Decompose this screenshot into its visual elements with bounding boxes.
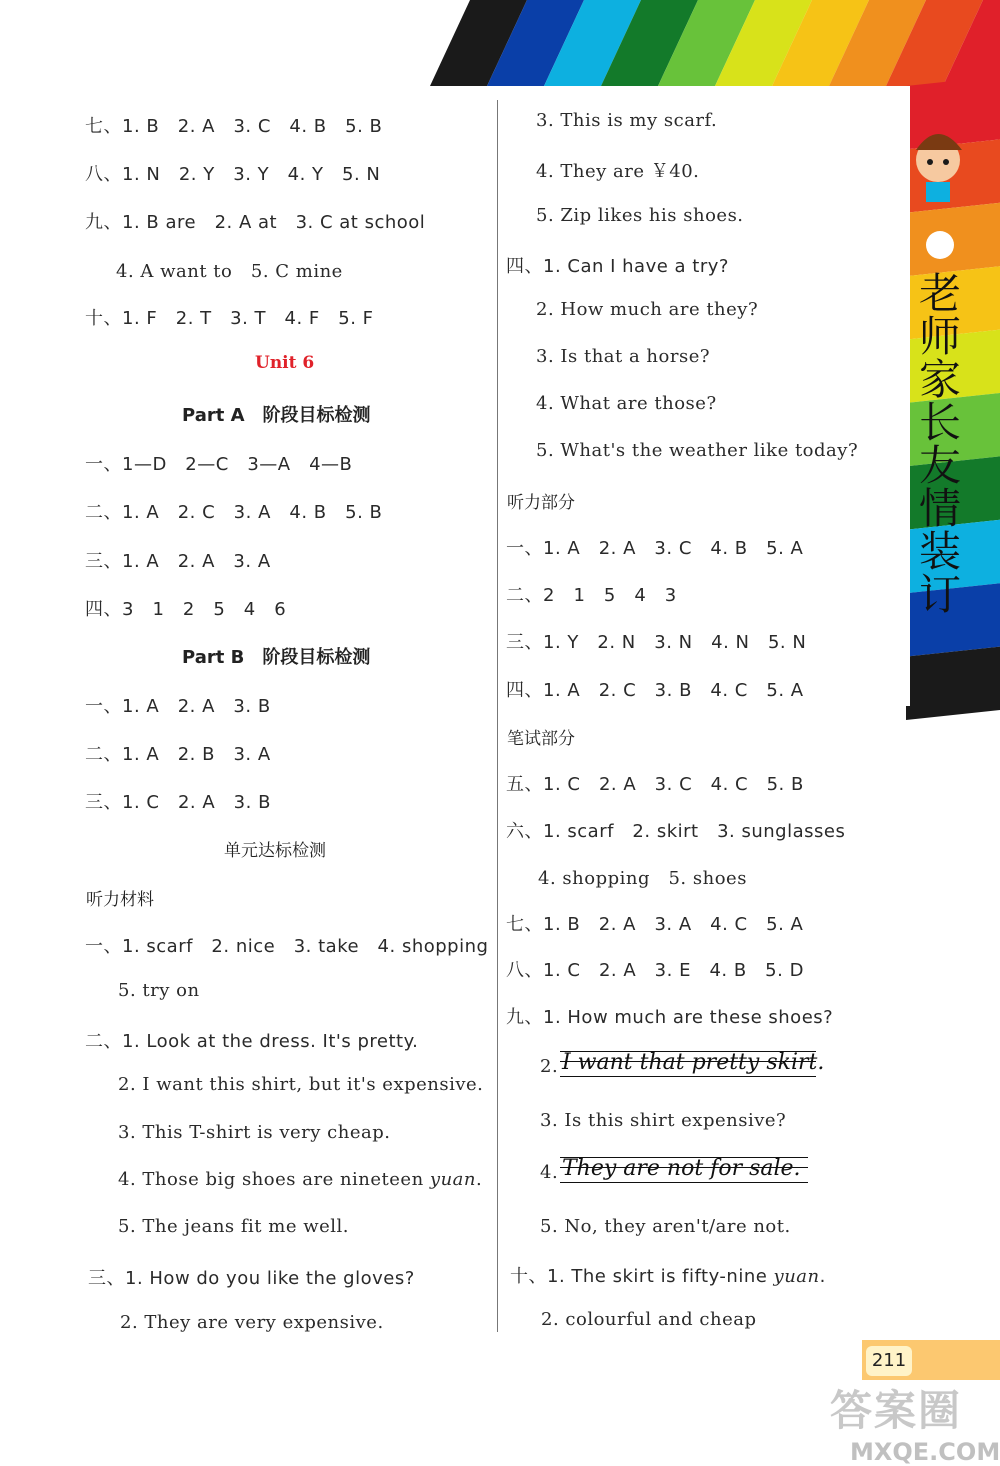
answer-line: 5. Zip likes his shoes. — [536, 205, 744, 226]
answer-line: 4. A want to 5. C mine — [116, 261, 343, 282]
handwritten-answer: They are not for sale. — [562, 1156, 801, 1181]
answer-line: 三、1. How do you like the gloves? — [88, 1268, 415, 1289]
answer-line: 五、1. C 2. A 3. C 4. C 5. B — [506, 774, 804, 795]
answer-line: 二、1. Look at the dress. It's pretty. — [85, 1031, 419, 1052]
answer-line: 二、1. A 2. B 3. A — [85, 744, 271, 765]
answer-line: 十、1. F 2. T 3. T 4. F 5. F — [85, 308, 374, 329]
answer-line: 4. They are ￥40. — [536, 161, 700, 182]
handwritten-answer: I want that pretty skirt. — [562, 1050, 825, 1075]
column-divider — [497, 100, 498, 1332]
answer-line: 三、1. C 2. A 3. B — [85, 792, 271, 813]
answer-line: 一、1. A 2. A 3. B — [85, 696, 271, 717]
answer-line: 四、3 1 2 5 4 6 — [85, 599, 287, 620]
answer-line: 十、1. The skirt is fifty-nine yuan. — [510, 1266, 826, 1287]
answer-line: 九、1. B are 2. A at 3. C at school — [85, 212, 426, 233]
answer-line: 5. What's the weather like today? — [536, 440, 859, 461]
answer-line: 5. The jeans fit me well. — [118, 1216, 349, 1237]
unit-heading: Unit 6 — [255, 353, 315, 373]
rainbow-stripe — [906, 203, 1000, 276]
page-number: 211 — [866, 1346, 912, 1376]
answer-line: 2. I want this shirt, but it's expensive. — [118, 1074, 484, 1095]
answer-line: 5. try on — [118, 980, 200, 1001]
part-a-heading: Part A 阶段目标检测 — [182, 405, 371, 426]
watermark-logo: 答案圈 MXQE.COM — [830, 1386, 1000, 1466]
answer-line: 一、1. A 2. A 3. C 4. B 5. A — [506, 538, 804, 559]
answer-line: 4. shopping 5. shoes — [538, 868, 747, 889]
answer-line: 3. Is that a horse? — [536, 346, 711, 367]
answer-line: 四、1. Can I have a try? — [506, 256, 729, 277]
answer-line: 二、1. A 2. C 3. A 4. B 5. B — [85, 502, 383, 523]
section-heading: 听力材料 — [86, 890, 154, 910]
answer-line: 四、1. A 2. C 3. B 4. C 5. A — [506, 680, 804, 701]
answer-line: 一、1—D 2—C 3—A 4—B — [85, 454, 353, 475]
answer-line: 三、1. Y 2. N 3. N 4. N 5. N — [506, 632, 807, 653]
answer-line: 六、1. scarf 2. skirt 3. sunglasses — [506, 821, 846, 842]
part-b-heading: Part B 阶段目标检测 — [182, 647, 371, 668]
answer-line: 一、1. scarf 2. nice 3. take 4. shopping — [85, 936, 489, 957]
answer-line: 3. This is my scarf. — [536, 110, 718, 131]
answer-line: 4. What are those? — [536, 393, 717, 414]
answer-number: 4. — [540, 1162, 559, 1183]
answer-line: 3. This T-shirt is very cheap. — [118, 1122, 391, 1143]
answer-line: 三、1. A 2. A 3. A — [85, 551, 271, 572]
answer-line: 八、1. C 2. A 3. E 4. B 5. D — [506, 960, 804, 981]
answer-line: 七、1. B 2. A 3. A 4. C 5. A — [506, 914, 804, 935]
answer-number: 2. — [540, 1056, 559, 1077]
answer-line: 七、1. B 2. A 3. C 4. B 5. B — [85, 116, 383, 137]
answer-line: 2. They are very expensive. — [120, 1312, 384, 1333]
binding-note-vertical-title: 老师家长友情装订 — [918, 269, 961, 619]
answer-line: 4. Those big shoes are nineteen yuan. — [118, 1169, 483, 1190]
answer-line: 2. colourful and cheap — [541, 1309, 757, 1330]
answer-line: 3. Is this shirt expensive? — [540, 1110, 787, 1131]
answer-line: 九、1. How much are these shoes? — [506, 1007, 834, 1028]
rainbow-stripe — [906, 647, 1000, 720]
section-heading: 听力部分 — [507, 493, 575, 513]
unit-test-heading: 单元达标检测 — [224, 841, 326, 861]
answer-line: 二、2 1 5 4 3 — [506, 585, 677, 606]
answer-line: 八、1. N 2. Y 3. Y 4. Y 5. N — [85, 164, 381, 185]
rainbow-stripe — [906, 76, 1000, 149]
section-heading: 笔试部分 — [507, 729, 575, 749]
answer-line: 5. No, they aren't/are not. — [540, 1216, 791, 1237]
answer-line: 2. How much are they? — [536, 299, 759, 320]
